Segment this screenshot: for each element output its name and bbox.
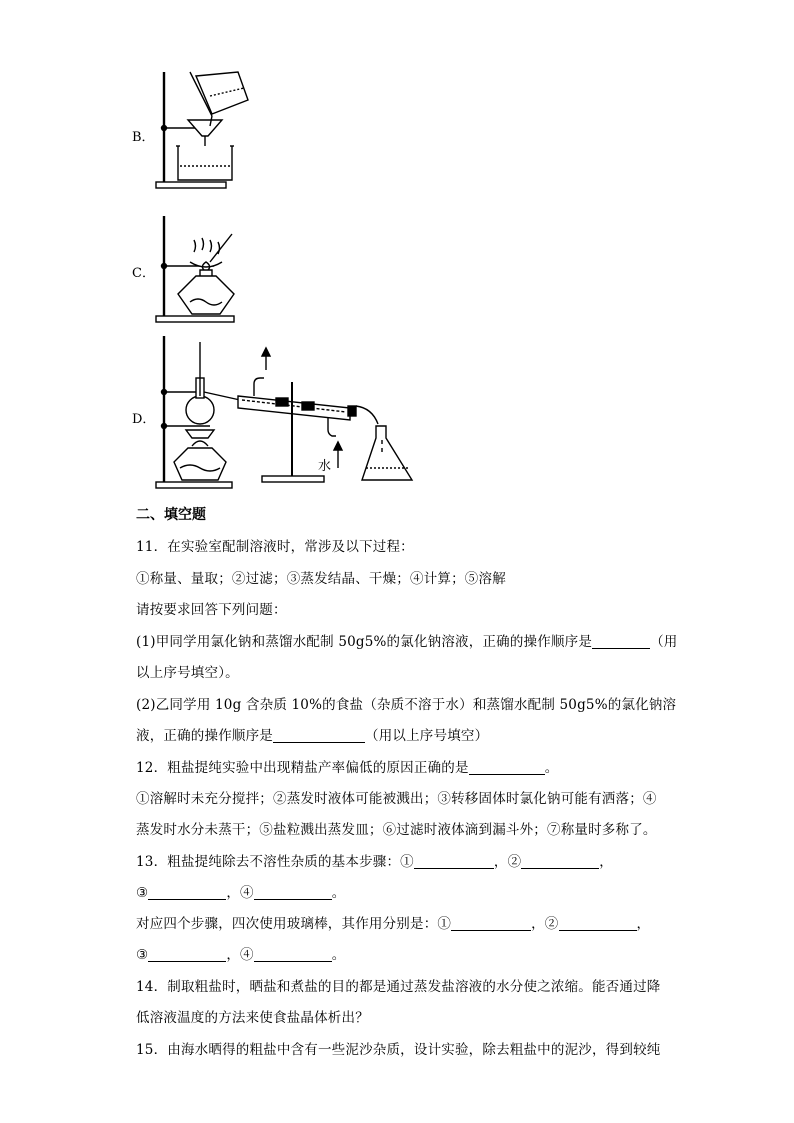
q12-options-line1: ①溶解时未充分搅拌；②蒸发时液体可能被溅出；③转移固体时氯化钠可能有洒落；④ bbox=[136, 791, 657, 807]
q11-part1-suffix: （用 bbox=[650, 634, 678, 650]
evaporation-apparatus-figure bbox=[150, 212, 240, 328]
q13-step2-blank[interactable] bbox=[521, 855, 599, 870]
q13-glass-sep3: ③ bbox=[136, 947, 149, 963]
q14-line2: 低溶液温度的方法来使食盐晶体析出？ bbox=[136, 1010, 369, 1026]
q12-answer-blank[interactable] bbox=[469, 761, 545, 776]
q13-sep-end1: ， bbox=[599, 854, 613, 870]
q13-rod1-blank[interactable] bbox=[451, 917, 531, 932]
q13-step1-blank[interactable] bbox=[414, 855, 494, 870]
q13-sep3: ③ bbox=[136, 885, 149, 901]
q13-glass-sep2: ，② bbox=[531, 916, 559, 932]
q13-step4-blank[interactable] bbox=[254, 886, 332, 901]
q13-glass-sep4: ，④ bbox=[226, 947, 254, 963]
q14-line1: 14．制取粗盐时，晒盐和煮盐的目的都是通过蒸发盐溶液的水分使之浓缩。能否通过降 bbox=[136, 979, 661, 995]
q13-sep2: ，② bbox=[493, 854, 522, 870]
q13-glass-end1: ， bbox=[636, 916, 651, 932]
water-inlet-label: 水 bbox=[318, 459, 332, 474]
q13-glass-end2: 。 bbox=[331, 947, 346, 963]
q13-rod3-blank[interactable] bbox=[148, 948, 226, 963]
q15-line1: 15．由海水晒得的粗盐中含有一些泥沙杂质，设计实验，除去粗盐中的泥沙，得到较纯 bbox=[136, 1042, 661, 1058]
option-c-label: C． bbox=[132, 266, 155, 281]
section-heading: 二、填空题 bbox=[136, 507, 206, 523]
q11-steps: ①称量、量取；②过滤；③蒸发结晶、干燥；④计算；⑤溶解 bbox=[136, 571, 506, 587]
q11-stem: 11．在实验室配制溶液时，常涉及以下过程： bbox=[136, 539, 414, 555]
q11-part1-line2: 以上序号填空）。 bbox=[136, 665, 239, 681]
q13-glass-rod-line1 bbox=[136, 912, 650, 932]
option-b-label: B． bbox=[132, 130, 155, 145]
option-d-label: D． bbox=[132, 412, 156, 427]
q11-part2-line2 bbox=[136, 724, 488, 744]
q12-stem-end: 。 bbox=[544, 760, 559, 776]
q13-step3-blank[interactable] bbox=[148, 886, 226, 901]
q13-steps-line1 bbox=[136, 850, 613, 870]
q13-stem-text: 13．粗盐提纯除去不溶性杂质的基本步骤：① bbox=[136, 854, 414, 870]
q12-stem-text: 12．粗盐提纯实验中出现精盐产率偏低的原因正确的是 bbox=[136, 760, 469, 776]
q13-glass-text: 对应四个步骤，四次使用玻璃棒，其作用分别是：① bbox=[136, 916, 452, 932]
q11-part2-suffix: （用以上序号填空） bbox=[365, 728, 489, 744]
q11-part1-line1 bbox=[136, 630, 677, 650]
q11-part2-text: 液，正确的操作顺序是 bbox=[136, 728, 273, 744]
q12-stem bbox=[136, 756, 558, 776]
q13-glass-rod-line2 bbox=[136, 943, 345, 963]
q11-part2-line1: (2)乙同学用 10g 含杂质 10%的食盐（杂质不溶于水）和蒸馏水配制 50g5%的氯化钠溶 bbox=[136, 697, 677, 713]
q11-part1-text: (1)甲同学用氯化钠和蒸馏水配制 50g5%的氯化钠溶液，正确的操作顺序是 bbox=[136, 634, 593, 650]
q12-options-line2: 蒸发时水分未蒸干；⑤盐粒溅出蒸发皿；⑥过滤时液体滴到漏斗外；⑦称量时多称了。 bbox=[136, 822, 657, 838]
q11-part1-answer-blank[interactable] bbox=[592, 635, 650, 650]
q13-sep4: ，④ bbox=[226, 885, 254, 901]
filtration-apparatus-figure bbox=[150, 66, 260, 192]
distillation-apparatus-figure bbox=[150, 334, 422, 494]
q13-rod4-blank[interactable] bbox=[254, 948, 332, 963]
q13-sep-end2: 。 bbox=[331, 885, 346, 901]
q11-part2-answer-blank[interactable] bbox=[273, 729, 365, 744]
q13-rod2-blank[interactable] bbox=[559, 917, 637, 932]
q11-prompt: 请按要求回答下列问题： bbox=[136, 602, 287, 618]
q13-steps-line2 bbox=[136, 881, 345, 901]
